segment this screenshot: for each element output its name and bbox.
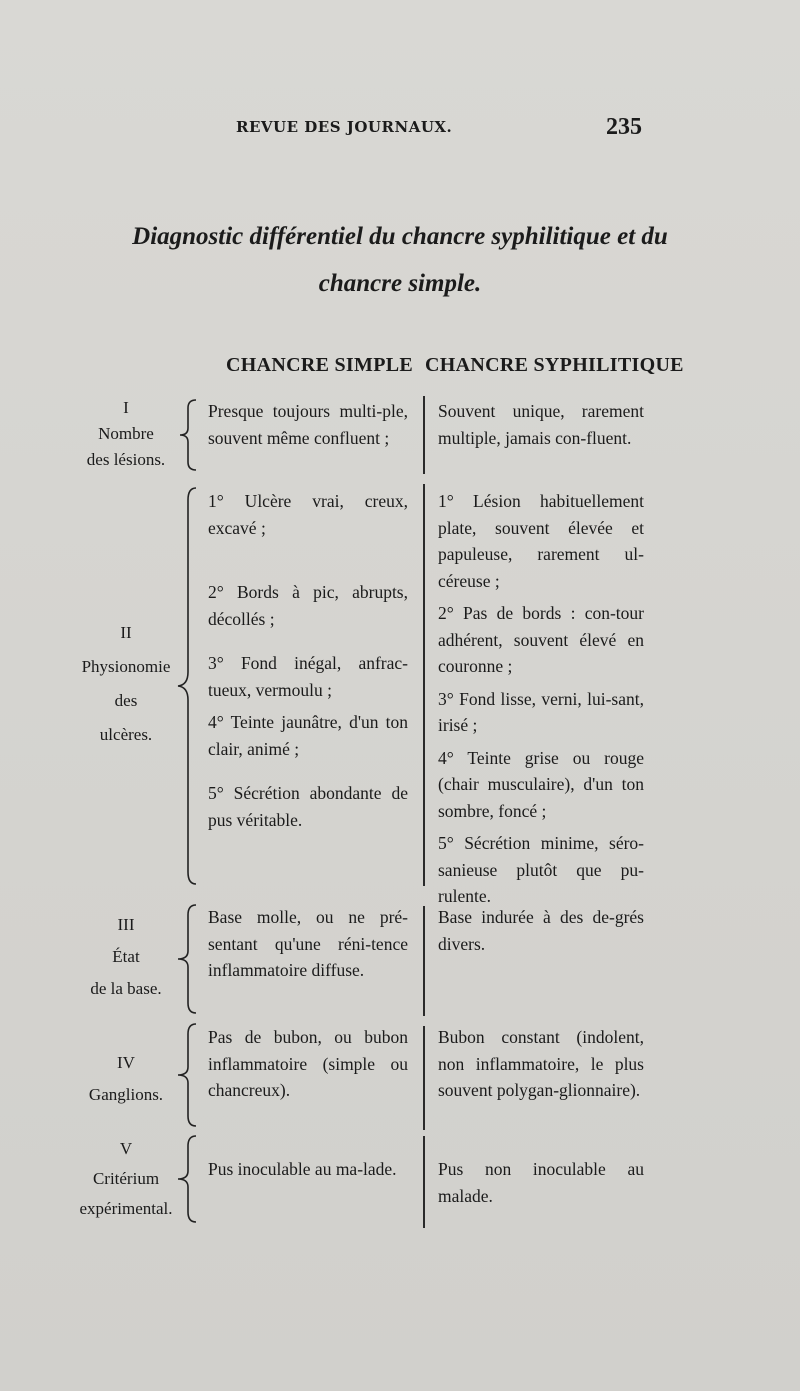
brace-icon xyxy=(174,1022,198,1128)
cell-text: 2° Bords à pic, abrupts, décollés ; xyxy=(208,582,408,629)
cell-simple-4 xyxy=(208,1024,408,1104)
row-label-number: III xyxy=(117,915,135,934)
row-label-line: Nombre xyxy=(98,424,154,443)
row-label-number: I xyxy=(123,398,129,417)
article-title-line-2: chancre simple. xyxy=(318,270,482,297)
cell-text: Pas de bubon, ou bubon inflammatoire (simple ou chancreux). xyxy=(208,1027,408,1100)
row-label-3 xyxy=(60,912,192,1002)
cell-text: Pus non inoculable au malade. xyxy=(438,1159,644,1206)
column-divider xyxy=(423,1026,425,1130)
row-label-line: de la base. xyxy=(90,979,162,998)
cell-text: Pus inoculable au ma-lade. xyxy=(208,1159,397,1179)
page-number: 235 xyxy=(606,114,642,140)
row-label-number: II xyxy=(120,623,132,642)
row-label-line: Ganglions. xyxy=(88,1085,164,1104)
cell-text: Souvent unique, rarement multiple, jamais con-fluent. xyxy=(438,401,644,448)
cell-syphilitic-2 xyxy=(438,488,644,916)
cell-text: 5° Sécrétion abondante de pus véritable. xyxy=(208,783,408,830)
cell-simple-5 xyxy=(208,1156,408,1183)
cell-simple-1 xyxy=(208,398,408,451)
cell-text: 5° Sécrétion minime, séro-sanieuse plutôt que pu-rulente. xyxy=(438,833,644,906)
brace-icon xyxy=(174,486,198,886)
column-divider xyxy=(423,906,425,1016)
cell-text: Bubon constant (indolent, non inflammatoire, le plus souvent polygan-glionnaire). xyxy=(438,1027,644,1100)
cell-syphilitic-3 xyxy=(438,904,644,957)
row-label-line: ulcères. xyxy=(99,725,153,744)
column-header-simple: CHANCRE SIMPLE xyxy=(226,354,413,376)
cell-text: 4° Teinte grise ou rouge (chair musculaire), d'un ton sombre, foncé ; xyxy=(438,747,644,821)
cell-text: 1° Ulcère vrai, creux, excavé ; xyxy=(208,491,408,538)
row-label-5 xyxy=(60,1136,192,1222)
cell-text: Base molle, ou ne pré-sentant qu'une réni-tence inflammatoire diffuse. xyxy=(208,907,408,980)
cell-text: 3° Fond lisse, verni, lui-sant, irisé ; xyxy=(438,688,644,735)
column-divider xyxy=(423,1136,425,1228)
brace-icon xyxy=(174,1134,198,1224)
column-divider xyxy=(423,484,425,886)
cell-simple-2 xyxy=(208,488,408,839)
cell-text: 1° Lésion habituellement plate, souvent élevée et papuleuse, rarement ul-céreuse ; xyxy=(438,491,644,591)
cell-text: 2° Pas de bords : con-tour adhérent, souvent élevé en couronne ; xyxy=(438,603,644,676)
cell-text: 4° Teinte jaunâtre, d'un ton clair, animé ; xyxy=(208,712,408,759)
cell-syphilitic-5 xyxy=(438,1156,644,1209)
row-label-2 xyxy=(60,620,192,748)
row-label-line: État xyxy=(112,947,140,966)
row-label-number: V xyxy=(119,1139,133,1158)
cell-text: Presque toujours multi-ple, souvent même confluent ; xyxy=(208,401,408,448)
column-header-syphilitic: CHANCRE SYPHILITIQUE xyxy=(425,354,684,376)
row-label-line: Physionomie xyxy=(81,657,171,676)
brace-icon xyxy=(174,903,198,1015)
article-title-line-1: Diagnostic différentiel du chancre syphilitique et du xyxy=(132,223,668,250)
brace-icon xyxy=(174,398,198,472)
cell-text: Base indurée à des de-grés divers. xyxy=(438,907,644,954)
row-label-1 xyxy=(60,395,192,473)
cell-simple-3 xyxy=(208,904,408,984)
row-label-4 xyxy=(60,1050,192,1108)
column-divider xyxy=(423,396,425,474)
cell-syphilitic-4 xyxy=(438,1024,644,1104)
row-label-line: des lésions. xyxy=(86,450,166,469)
running-head: REVUE DES JOURNAUX. xyxy=(236,118,453,136)
row-label-line: des xyxy=(114,691,138,710)
cell-syphilitic-1 xyxy=(438,398,644,451)
row-label-line: expérimental. xyxy=(79,1199,173,1218)
page-header xyxy=(60,114,700,148)
row-label-line: Critérium xyxy=(92,1169,160,1188)
row-label-number: IV xyxy=(117,1053,135,1072)
cell-text: 3° Fond inégal, anfrac-tueux, vermoulu ; xyxy=(208,653,408,700)
